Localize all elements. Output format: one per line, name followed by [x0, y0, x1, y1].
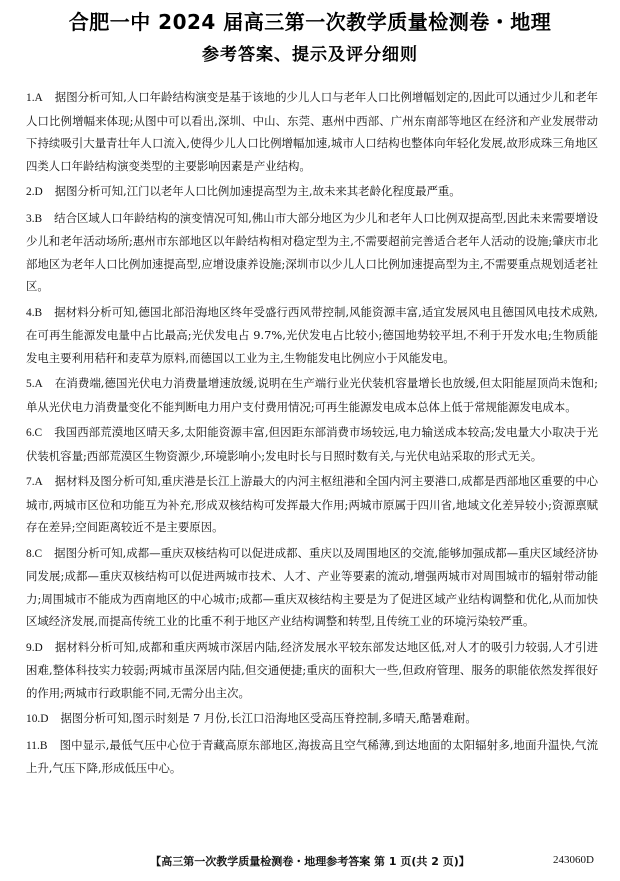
answer-item-9: [26, 636, 598, 705]
page-footer: [0, 853, 620, 873]
answer-item-1: [26, 86, 598, 177]
page-title: 合肥一中 2024 届高三第一次教学质量检测卷・地理: [68, 10, 552, 34]
answer-explanation: 据图分析可知,江门以老年人口比例加速提高型为主,故未来其老龄化程度最严重。: [54, 184, 461, 198]
answer-explanation: 结合区域人口年龄结构的演变情况可知,佛山市大部分地区为少儿和老年人口比例双提高型,因此未来需要增设少儿和老年活动场所;惠州市东部地区以年龄结构相对稳定型为主,不需要超前完善适合老年人活动的设施;肇庆市北部地区为老年人口比例加速提高型,应增设康养设施;深圳市以少儿人口比例加速提高型为主,不需要重点规划适老社区。: [26, 210, 598, 293]
answer-number: 3.B: [26, 212, 43, 225]
answer-number: 7.A: [26, 476, 43, 488]
answer-list: [26, 86, 598, 783]
answer-explanation: 在消费端,德国光伏电力消费量增速放缓,说明在生产端行业光伏装机容量增长也放缓,但太阳能屋顶尚未饱和;单从光伏电力消费量变化不能判断电力用户支付费用情况;可再生能源发电成本总体上低于常规能源发电成本。: [26, 376, 598, 414]
answer-item-5: [26, 372, 598, 418]
answer-explanation: 据图分析可知,图示时刻是 7 月份,长江口沿海地区受高压脊控制,多晴天,酷暑难耐。: [60, 711, 477, 725]
answer-explanation: 据材料分析可知,成都和重庆两城市深居内陆,经济发展水平较东部发达地区低,对人才的吸引力较弱,人才引进困难,整体科技实力较弱;两城市虽深居内陆,但交通便捷;重庆的面积大一些,但政府管理、服务的职能依然发挥很好的作用;两城市行政职能不同,无需分出主次。: [26, 639, 598, 700]
answer-item-3: [26, 207, 598, 298]
answer-explanation: 据图分析可知,成都—重庆双核结构可以促进成都、重庆以及周围地区的交流,能够加强成都—重庆区域经济协同发展;成都—重庆双核结构可以促进两城市技术、人才、产业等要素的流动,增强两城市对周围城市的辐射带动能力;周围城市不能成为西南地区的中心城市;成都—重庆双核结构主要是为了促进区域产业结构调整和优化,从而加快区域经济发展,而提高传统工业的比重不利于地区产业结构调整和转型,且传统工业的环境污染较严重。: [26, 545, 598, 628]
answer-explanation: 据材料分析可知,德国北部沿海地区终年受盛行西风带控制,风能资源丰富,适宜发展风电且德国风电技术成熟,在可再生能源发电量中占比最高;光伏发电占 9.7%,光伏发电占比较小;德国地势较平坦,不利于开发水电;生物质能发电主要利用秸秆和麦草为原料,而德国以工业为主,生物能发电比例应小于风能发电。: [26, 304, 598, 365]
answer-number: 8.C: [26, 547, 43, 560]
page-subtitle: 参考答案、提示及评分细则: [202, 45, 418, 65]
answer-explanation: 我国西部荒漠地区晴天多,太阳能资源丰富,但因距东部消费市场较远,电力输送成本较高;发电量大小取决于光伏装机容量;西部荒漠区生物资源少,环境影响小;发电时长与日照时数有关,与光伏电站采取的形式无关。: [26, 425, 598, 463]
answer-explanation: 图中显示,最低气压中心位于青藏高原东部地区,海拔高且空气稀薄,到达地面的太阳辐射多,地面升温快,气流上升,气压下降,形成低压中心。: [26, 737, 598, 775]
answer-item-8: [26, 542, 598, 633]
answer-item-2: [26, 180, 598, 204]
answer-number: 10.D: [26, 713, 49, 725]
answer-number: 5.A: [26, 378, 43, 390]
answer-explanation: 据材料及图分析可知,重庆港是长江上游最大的内河主枢纽港和全国内河主要港口,成都是西部地区重要的中心城市,两城市区位和功能互为补充,形成双核结构可发挥最大作用;两城市原属于四川省,地域文化差异较小;资源禀赋存在差异;空间距离较近不是主要原因。: [26, 474, 598, 534]
answer-number: 11.B: [26, 739, 48, 752]
answer-item-10: [26, 707, 598, 731]
answer-number: 6.C: [26, 427, 43, 439]
answer-item-11: [26, 734, 598, 780]
answer-item-7: [26, 470, 598, 539]
answer-number: 2.D: [26, 186, 43, 198]
answer-item-6: [26, 421, 598, 467]
document-code: 243060D: [553, 854, 594, 866]
answer-item-4: [26, 301, 598, 370]
answer-explanation: 据图分析可知,人口年龄结构演变是基于该地的少儿人口与老年人口比例增幅划定的,因此可以通过少儿和老年人口比例增幅来体现;从图中可以看出,深圳、中山、东莞、惠州中西部、广州东南部等地区在经济和产业发展带动下持续吸引大量青壮年人口流入,使得少儿人口比例增幅加速,城市人口结构也整体向年轻化发展,故形成珠三角地区四类人口年龄结构演变类型的主要影响因素是产业结构。: [26, 90, 598, 173]
footer-label: 【高三第一次教学质量检测卷・地理参考答案 第 1 页(共 2 页)】: [150, 855, 470, 868]
answer-number: 4.B: [26, 306, 43, 319]
answer-number: 9.D: [26, 641, 43, 654]
answer-number: 1.A: [26, 92, 43, 104]
